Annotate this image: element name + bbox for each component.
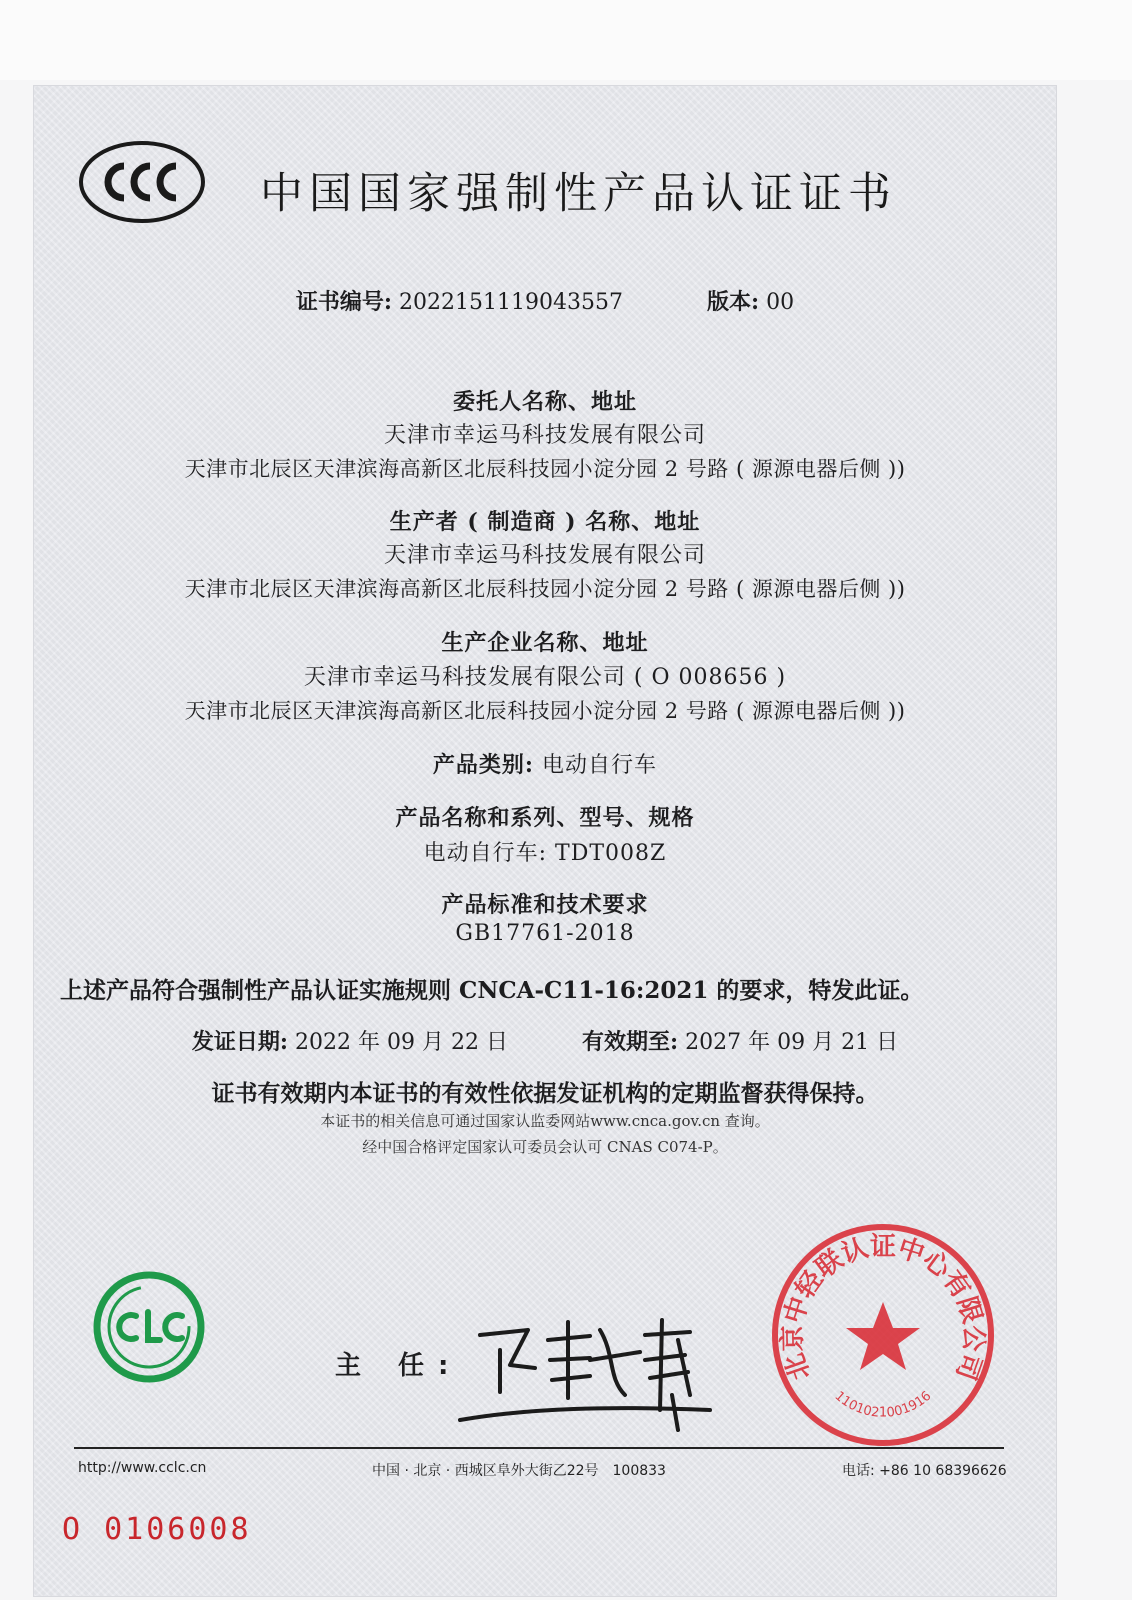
product-category-line: [34, 748, 1056, 779]
certificate-title: 中国国家强制性产品认证证书: [260, 169, 897, 219]
expiry-date-label: 有效期至:: [582, 1029, 679, 1055]
product-category-label: 产品类别:: [432, 752, 535, 778]
footer-phone: 电话: +86 10 68396626: [842, 1463, 1007, 1479]
manufacturer-name: 天津市幸运马科技发展有限公司: [383, 543, 706, 568]
cert-number-value: 2022151119043557: [399, 290, 623, 315]
applicant-heading: 委托人名称、地址: [452, 389, 637, 415]
note-accreditation: 经中国合格评定国家认可委员会认可 CNAS C074-P。: [362, 1138, 728, 1156]
svg-text:1101021001916: [832, 1389, 935, 1421]
clc-logo: [92, 1270, 206, 1384]
dates-line: [34, 1025, 1056, 1056]
certificate-serial-number: O 0106008: [62, 1512, 252, 1547]
footer-divider: [74, 1447, 1004, 1449]
note-website: 本证书的相关信息可通过国家认监委网站www.cnca.gov.cn 查询。: [320, 1112, 770, 1130]
product-standard-heading: 产品标准和技术要求: [441, 892, 649, 918]
applicant-name: 天津市幸运马科技发展有限公司: [383, 423, 706, 448]
validity-statement: 证书有效期内本证书的有效性依据发证机构的定期监督获得保持。: [211, 1080, 879, 1107]
seal-code: 1101021001916: [831, 1388, 935, 1421]
footer-website[interactable]: http://www.cclc.cn: [78, 1460, 207, 1476]
director-signature: [440, 1300, 740, 1440]
manufacturer-heading: 生产者 ( 制造商 ) 名称、地址: [389, 509, 701, 535]
factory-address: 天津市北辰区天津滨海高新区北辰科技园小淀分园 2 号路 ( 源源电器后侧 )): [184, 699, 906, 723]
applicant-address: 天津市北辰区天津滨海高新区北辰科技园小淀分园 2 号路 ( 源源电器后侧 )): [184, 457, 906, 481]
company-seal: [768, 1220, 998, 1450]
ccc-logo: [78, 140, 206, 224]
issue-date: 2022 年 09 月 22 日: [295, 1030, 508, 1055]
product-category-value: 电动自行车: [542, 753, 658, 778]
product-model-heading: 产品名称和系列、型号、规格: [395, 805, 695, 831]
issue-date-label: 发证日期:: [191, 1029, 289, 1055]
footer-address: 中国 · 北京 · 西城区阜外大街乙22号 100833: [372, 1463, 666, 1479]
expiry-date: 2027 年 09 月 21 日: [685, 1030, 899, 1055]
certificate-number-line: [34, 285, 1056, 316]
product-model: 电动自行车: TDT008Z: [423, 841, 667, 866]
manufacturer-address: 天津市北辰区天津滨海高新区北辰科技园小淀分园 2 号路 ( 源源电器后侧 )): [184, 577, 906, 601]
director-label: 主 任:: [335, 1351, 463, 1381]
product-standard: GB17761-2018: [455, 921, 635, 946]
version-label: 版本:: [706, 289, 760, 315]
compliance-statement: 上述产品符合强制性产品认证实施规则 CNCA-C11-16:2021 的要求，特发此证。: [60, 977, 924, 1004]
factory-heading: 生产企业名称、地址: [441, 630, 649, 656]
cert-number-label: 证书编号:: [295, 289, 393, 315]
version-value: 00: [766, 290, 795, 315]
scan-top-strip: [0, 0, 1132, 80]
factory-name: 天津市幸运马科技发展有限公司 ( O 008656 ): [303, 665, 787, 690]
seal-text: 北京中轻联认证中心有限公司: [777, 1231, 989, 1384]
